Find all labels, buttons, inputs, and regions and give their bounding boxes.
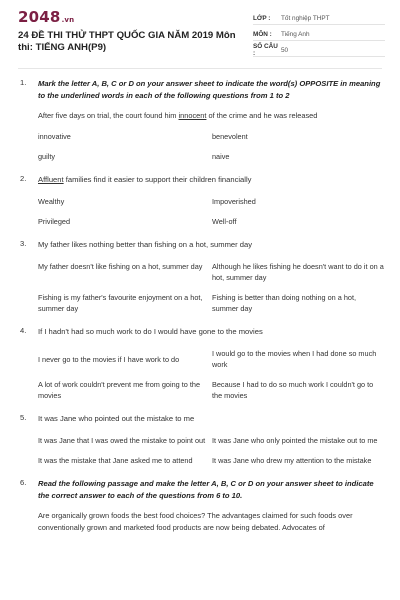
answer-options [38,131,382,162]
question-sentence: If I hadn't had so much work to do I would have gone to the movies [38,327,263,336]
question-1 [18,78,382,162]
question-sentence [38,174,382,186]
answer-options [38,348,382,401]
question-sentence [38,110,382,121]
document-title: 24 ĐỀ THI THỬ THPT QUỐC GIA NĂM 2019 Môn thi: TIẾNG ANH(P9) [18,30,236,53]
underlined-word: Affluent [38,175,64,184]
meta-label: MÔN : [253,30,272,38]
option-c[interactable]: guilty [38,152,56,161]
question-list [18,78,382,546]
exam-meta [253,12,385,60]
option-d[interactable]: It was Jane who drew my attention to the mistake [212,456,372,465]
sentence-part: families find it easier to support their children financially [63,175,252,184]
option-b[interactable]: Although he likes fishing he doesn't want to do it on a hot, summer day [212,262,384,282]
question-number: 6. [20,478,27,487]
answer-options [38,435,382,466]
site-logo[interactable] [18,8,74,26]
question-instruction: Mark the letter A, B, C or D on your answer sheet to indicate the word(s) OPPOSITE in meaning to the underlined words in each of the following questions from 1 to 2 [38,79,381,100]
answer-options [38,261,382,314]
option-c[interactable]: Privileged [38,217,71,226]
option-b[interactable]: I would go to the movies when I had done so much work [212,349,377,369]
option-d[interactable]: Fishing is better than doing nothing on a hot, summer day [212,293,357,313]
question-sentence: It was Jane who pointed out the mistake to me [38,414,195,423]
option-b[interactable]: Impoverished [212,197,256,206]
meta-value: Tốt nghiệp THPT [281,14,330,22]
option-a[interactable]: My father doesn't like fishing on a hot, summer day [38,262,203,271]
option-a[interactable]: I never go to the movies if I have work to do [38,354,180,364]
meta-row-count [253,44,385,57]
sentence-part: After five days on trial, the court found him [38,111,179,120]
question-number: 1. [20,78,27,87]
question-sentence: My father likes nothing better than fishing on a hot, summer day [38,240,253,249]
meta-row-class [253,12,385,25]
question-6 [18,478,382,534]
option-d[interactable]: naive [212,152,230,161]
header-divider [18,68,382,69]
meta-label: SỐ CÂU : [253,43,278,57]
question-number: 2. [20,174,27,183]
question-3 [18,239,382,314]
reading-passage: Are organically grown foods the best food choices? The advantages claimed for such foods over conventionally grown and marketed food products are now being debated. Advocates of [38,511,353,532]
option-a[interactable]: innovative [38,132,71,141]
meta-value: 50 [281,46,289,54]
sentence-part: of the crime and he was released [206,111,318,120]
option-c[interactable]: Fishing is my father's favourite enjoyment on a hot, summer day [38,293,203,313]
logo-main: 2048 [18,8,61,26]
option-a[interactable]: Wealthy [38,197,65,206]
question-number: 4. [20,326,27,335]
document-header [0,0,400,62]
meta-label: LỚP : [253,14,271,22]
question-5 [18,413,382,466]
answer-options [38,196,382,227]
question-instruction: Read the following passage and make the letter A, B, C or D on your answer sheet to indicate the correct answer to each of the questions from 6 to 10. [38,479,374,500]
option-c[interactable]: A lot of work couldn't prevent me from going to the movies [38,380,201,400]
option-b[interactable]: benevolent [212,132,248,141]
question-4 [18,326,382,401]
meta-value: Tiếng Anh [281,30,310,38]
meta-row-subject [253,28,385,41]
question-number: 5. [20,413,27,422]
option-a[interactable]: It was Jane that I was owed the mistake to point out [38,436,206,445]
question-2 [18,174,382,227]
question-number: 3. [20,239,27,248]
underlined-word: innocent [178,111,207,120]
option-c[interactable]: It was the mistake that Jane asked me to attend [38,456,193,465]
option-d[interactable]: Well-off [212,217,237,226]
logo-suffix: .vn [61,16,75,24]
option-d[interactable]: Because I had to do so much work I couldn't go to the movies [212,380,374,400]
option-b[interactable]: It was Jane who only pointed the mistake out to me [212,436,378,445]
